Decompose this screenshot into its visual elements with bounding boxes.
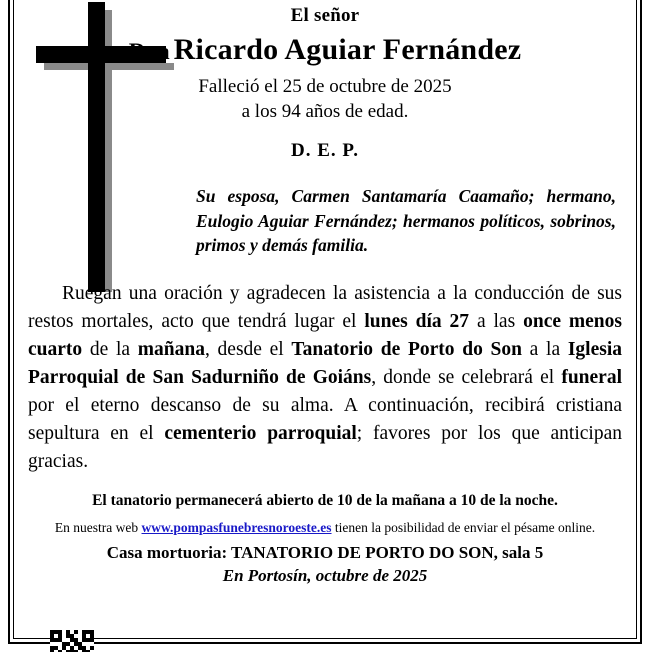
website-link[interactable]: www.pompasfunebresnoroeste.es [141,520,332,536]
family-list: Su esposa, Carmen Santamaría Caamaño; hermano, Eulogio Aguiar Fernández; hermanos políticos, sobrinos, primos y demás familia. [196,186,616,256]
honorific-line: El señor [290,5,360,26]
deceased-name-line [28,33,622,67]
website-line-prefix: En nuestra web [54,520,142,536]
website-line [28,520,622,536]
name-prefix: Don [128,39,170,64]
funeral-details-paragraph: Ruegan una oración y agradecen la asistencia a la conducción de sus restos mortales, acto que tendrá lugar el lunes día 27 a las once menos cuarto de la mañana, desde el Tanatorio de Porto do Son a la Iglesia Parroquial de San Sadurniño de Goiáns, donde se celebrará el funeral por el eterno descanso de su alma. A continuación, recibirá cristiana sepultura en el cementerio parroquial; favores por los que anticipan gracias. [28,282,623,473]
death-info [28,75,622,124]
death-age-line: a los 94 años de edad. [241,100,409,122]
website-line-suffix: tienen la posibilidad de enviar el pésame online. [331,520,596,536]
place-and-date: En Portosín, octubre de 2025 [222,566,428,586]
dep-line: D. E. P. [290,140,359,162]
death-date-line: Falleció el 25 de octubre de 2025 [198,76,452,97]
qr-code-grid [50,630,94,652]
notice-content [28,0,622,586]
tanatorio-hours: El tanatorio permanecerá abierto de 10 de la mañana a 10 de la noche. [92,492,558,510]
qr-code-icon [50,630,94,652]
casa-mortuoria: Casa mortuoria: TANATORIO DE PORTO DO SON, sala 5 [106,543,544,563]
deceased-name: Ricardo Aguiar Fernández [173,33,522,66]
